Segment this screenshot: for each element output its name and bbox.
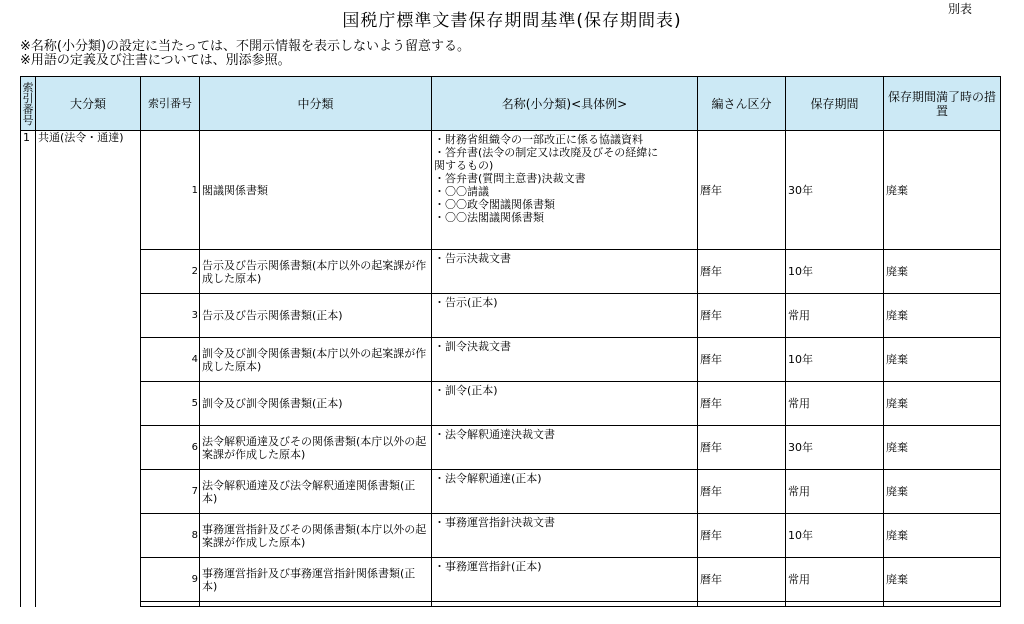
table-row	[21, 250, 1001, 294]
row-number: 5	[141, 382, 200, 426]
example-line: ・告示(正本)	[434, 296, 498, 309]
row-number: 7	[141, 470, 200, 514]
header-sub-index: 索引番号	[141, 77, 200, 131]
table-row	[21, 382, 1001, 426]
example-line: ・訓令(正本)	[434, 384, 498, 397]
middle-category: 法令解釈通達及びその関係書類(本庁以外の起案課が作成した原本)	[200, 426, 432, 470]
group-major-cell	[36, 558, 141, 602]
retention-period: 常用	[786, 382, 884, 426]
page-title: 国税庁標準文書保存期間基準(保存期間表)	[342, 11, 682, 31]
retention-period: 常用	[786, 470, 884, 514]
examples-cell	[432, 514, 698, 558]
compile-type: 暦年	[698, 338, 786, 382]
compile-type: 暦年	[698, 250, 786, 294]
middle-category: 事務運営指針及びその関係書類(本庁以外の起案課が作成した原本)	[200, 514, 432, 558]
retention-table	[20, 76, 1001, 607]
row-number: 4	[141, 338, 200, 382]
note-definitions: ※用語の定義及び注書については、別添参照。	[20, 53, 291, 68]
group-major-cell	[36, 250, 141, 294]
header-major: 大分類	[36, 77, 141, 131]
table-row-continued	[21, 602, 1001, 607]
examples-cell	[432, 131, 698, 250]
table-row	[21, 470, 1001, 514]
expiry-action: 廃棄	[884, 131, 1001, 250]
compile-type: 暦年	[698, 382, 786, 426]
group-major-cell	[36, 382, 141, 426]
example-line: ・法令解釈通達(正本)	[434, 472, 542, 485]
compile-type: 暦年	[698, 514, 786, 558]
empty-cell	[36, 602, 141, 607]
example-line: ・答弁書(法令の制定又は改廃及びその経緯に	[434, 146, 659, 159]
example-line: ・〇〇法閣議関係書類	[434, 211, 544, 224]
retention-period: 10年	[786, 250, 884, 294]
compile-type: 暦年	[698, 131, 786, 250]
example-line: ・〇〇請議	[434, 185, 489, 198]
group-major-cell	[36, 514, 141, 558]
group-major-cell	[36, 338, 141, 382]
row-number: 8	[141, 514, 200, 558]
compile-type: 暦年	[698, 294, 786, 338]
retention-period: 30年	[786, 426, 884, 470]
example-line: ・財務省組織令の一部改正に係る協議資料	[434, 133, 643, 146]
expiry-action: 廃棄	[884, 514, 1001, 558]
corner-label: 別表	[948, 2, 973, 16]
empty-cell	[786, 602, 884, 607]
group-index-cell: 1	[21, 131, 36, 250]
table-row	[21, 558, 1001, 602]
middle-category: 訓令及び訓令関係書類(本庁以外の起案課が作成した原本)	[200, 338, 432, 382]
header-middle: 中分類	[200, 77, 432, 131]
empty-cell	[884, 602, 1001, 607]
middle-category: 事務運営指針及び事務運営指針関係書類(正本)	[200, 558, 432, 602]
row-number: 2	[141, 250, 200, 294]
group-index-cell	[21, 338, 36, 382]
empty-cell	[141, 602, 200, 607]
compile-type: 暦年	[698, 470, 786, 514]
retention-period: 常用	[786, 294, 884, 338]
table-row	[21, 426, 1001, 470]
table-row	[21, 294, 1001, 338]
group-index-cell	[21, 382, 36, 426]
retention-period: 10年	[786, 514, 884, 558]
example-line: ・答弁書(質問主意書)決裁文書	[434, 172, 586, 185]
expiry-action: 廃棄	[884, 382, 1001, 426]
examples-cell	[432, 338, 698, 382]
group-major-cell	[36, 426, 141, 470]
expiry-action: 廃棄	[884, 470, 1001, 514]
note-naming: ※名称(小分類)の設定に当たっては、不開示情報を表示しないよう留意する。	[20, 39, 471, 54]
compile-type: 暦年	[698, 426, 786, 470]
header-expiry-action: 保存期間満了時の措置	[884, 77, 1001, 131]
empty-cell	[21, 602, 36, 607]
header-compile: 編さん区分	[698, 77, 786, 131]
empty-cell	[432, 602, 698, 607]
example-line: ・事務運営指針決裁文書	[434, 516, 555, 529]
group-index-cell	[21, 426, 36, 470]
compile-type: 暦年	[698, 558, 786, 602]
middle-category: 告示及び告示関係書類(本庁以外の起案課が作成した原本)	[200, 250, 432, 294]
example-line: ・事務運営指針(正本)	[434, 560, 542, 573]
table-row	[21, 338, 1001, 382]
middle-category: 訓令及び訓令関係書類(正本)	[200, 382, 432, 426]
group-index-cell	[21, 558, 36, 602]
expiry-action: 廃棄	[884, 338, 1001, 382]
examples-cell	[432, 470, 698, 514]
group-index-cell	[21, 514, 36, 558]
retention-period: 10年	[786, 338, 884, 382]
group-index-cell	[21, 250, 36, 294]
example-line: ・告示決裁文書	[434, 252, 511, 265]
expiry-action: 廃棄	[884, 250, 1001, 294]
header-period: 保存期間	[786, 77, 884, 131]
empty-cell	[200, 602, 432, 607]
row-number: 9	[141, 558, 200, 602]
middle-category: 告示及び告示関係書類(正本)	[200, 294, 432, 338]
group-index-cell	[21, 470, 36, 514]
notes	[20, 40, 470, 68]
example-line: ・訓令決裁文書	[434, 340, 511, 353]
row-number: 3	[141, 294, 200, 338]
example-line: 関するもの)	[434, 159, 494, 172]
expiry-action: 廃棄	[884, 558, 1001, 602]
empty-cell	[698, 602, 786, 607]
example-line: ・法令解釈通達決裁文書	[434, 428, 555, 441]
examples-cell	[432, 294, 698, 338]
group-major-cell: 共通(法令・通達)	[36, 131, 141, 250]
example-line: ・〇〇政令閣議関係書類	[434, 198, 555, 211]
examples-cell	[432, 382, 698, 426]
group-major-cell	[36, 470, 141, 514]
middle-category: 閣議関係書類	[200, 131, 432, 250]
examples-cell	[432, 250, 698, 294]
examples-cell	[432, 558, 698, 602]
row-number: 6	[141, 426, 200, 470]
expiry-action: 廃棄	[884, 426, 1001, 470]
table-row	[21, 514, 1001, 558]
group-index-cell	[21, 294, 36, 338]
examples-cell	[432, 426, 698, 470]
header-index-no: 索引番号	[21, 77, 36, 131]
retention-period: 常用	[786, 558, 884, 602]
group-major-cell	[36, 294, 141, 338]
middle-category: 法令解釈通達及び法令解釈通達関係書類(正本)	[200, 470, 432, 514]
header-name: 名称(小分類)<具体例>	[432, 77, 698, 131]
row-number: 1	[141, 131, 200, 250]
table-row	[21, 131, 1001, 250]
retention-period: 30年	[786, 131, 884, 250]
table-body	[21, 131, 1001, 607]
expiry-action: 廃棄	[884, 294, 1001, 338]
header-row	[21, 77, 1001, 131]
